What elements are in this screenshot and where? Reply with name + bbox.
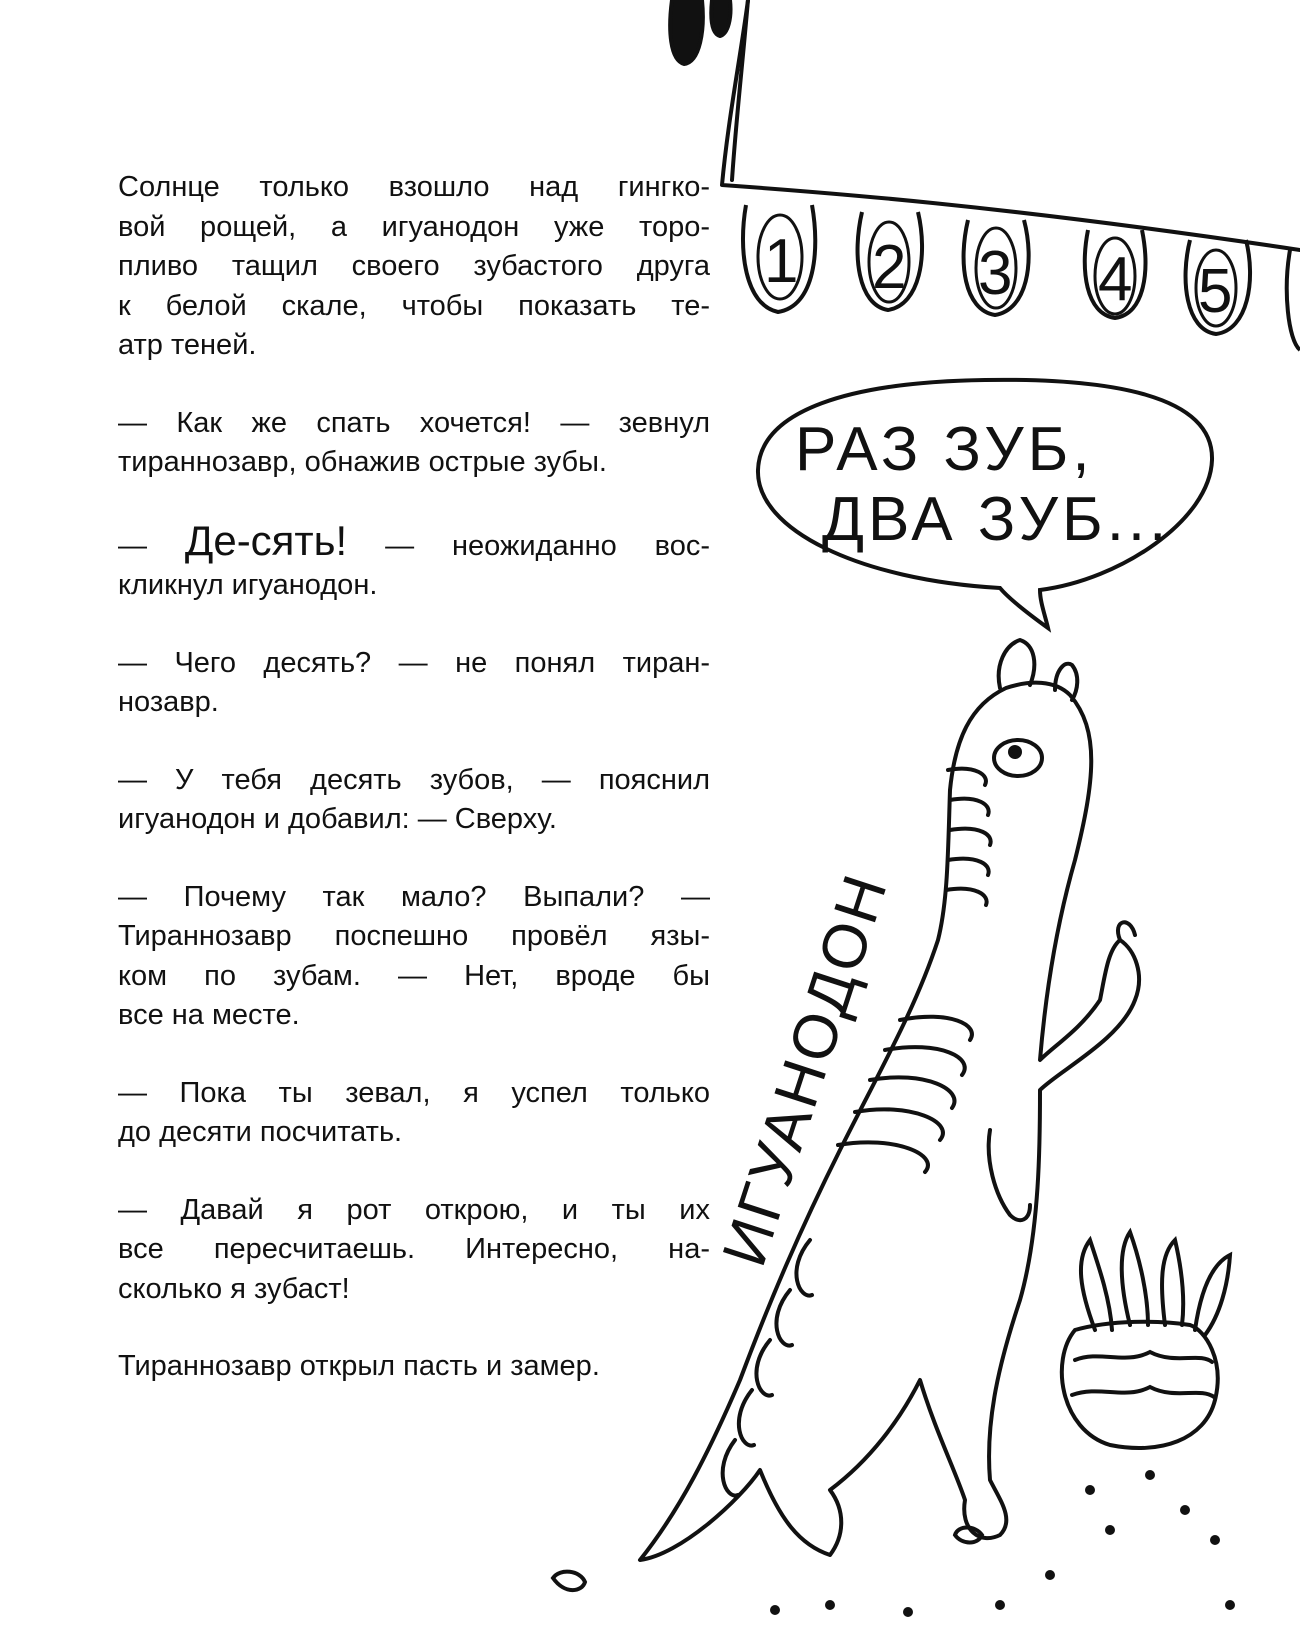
text-line: игуанодон и добавил: — Сверху. [118,803,557,835]
tooth-number-3: 3 [978,239,1013,308]
text-line-with-big-word: — Де-сять! — неожиданно вос- [118,516,710,564]
tooth-number-4: 4 [1098,245,1133,314]
paragraph-8 [118,1191,710,1310]
story-text [118,168,710,1425]
ground-dot [1147,1472,1153,1478]
text-line: тираннозавр, обнажив острые зубы. [118,446,607,478]
nostril-right [711,0,730,36]
text-after-big-word: — неожиданно вос- [385,529,710,562]
tooth-number-5: 5 [1198,257,1233,326]
neck-stripes [946,769,991,905]
tooth-number-1: 1 [764,227,799,296]
text-line: нозавр. [118,686,219,718]
text-line: пливо тащил своего зубастого друга [118,250,710,282]
text-line: — Пока ты зевал, я успел только [118,1076,710,1109]
text-line: до десяти посчитать. [118,1116,403,1148]
paragraph-7 [118,1074,710,1153]
plant-pot [1062,1322,1218,1448]
text-line: — Чего десять? — не понял тиран- [118,646,710,679]
iguanodon-label: ИГУАНОДОН [709,864,902,1275]
plant-leaves [1081,1232,1230,1335]
text-line: Солнце только взошло над гингко- [118,171,710,203]
text-line: к белой скале, чтобы показать те- [118,289,710,322]
tooth-6 [1287,250,1300,350]
ground-dot [1227,1602,1233,1608]
bubble-line-2: ДВА ЗУБ... [822,485,1171,554]
tail-stripes [723,1240,812,1496]
iguanodon-horn-right [1055,664,1077,700]
text-line: сколько я зубаст! [118,1272,350,1305]
bubble-line-1: РАЗ ЗУБ, [795,415,1094,484]
plant-pot-stripes [1072,1352,1214,1397]
text-line: все пересчитаешь. Интересно, на- [118,1233,710,1265]
text-line: — У тебя десять зубов, — пояснил [118,763,710,796]
ground-dot [1047,1572,1053,1578]
ground-dot [997,1602,1003,1608]
back-stripes [838,1017,972,1172]
ground-dot [1182,1507,1188,1513]
ground-dot [1087,1487,1093,1493]
iguanodon-outline [640,683,1139,1560]
text-line: ком по зубам. — Нет, вроде бы [118,959,710,992]
iguanodon-pupil [1010,747,1020,757]
paragraph-3 [118,516,710,606]
ground-dot [1107,1527,1113,1533]
text-line: Тираннозавр открыл пасть и замер. [118,1350,600,1382]
paragraph-5 [118,761,710,840]
paragraph-9 [118,1347,710,1387]
text-line: Тираннозавр поспешно провёл язы- [118,920,710,952]
upper-jaw-outline [722,0,1300,250]
text-line: — Как же спать хочется! — зевнул [118,406,710,439]
ground-dot [827,1602,833,1608]
paragraph-6 [118,878,710,1036]
paragraph-2 [118,404,710,483]
tooth-number-2: 2 [872,233,907,302]
ground-dot [772,1607,778,1613]
pebble-left [553,1572,585,1591]
text-line: — Давай я рот открою, и ты их [118,1193,710,1226]
paragraph-4 [118,644,710,723]
iguanodon-thumb [1118,922,1135,940]
paragraph-1 [118,168,710,366]
big-word: Де-сять! [184,516,348,564]
ground-dot [905,1609,911,1615]
text-line: кликнул игуанодон. [118,569,378,601]
text-line: атр теней. [118,329,257,361]
nostril-left [670,0,703,64]
iguanodon-horn-left [999,640,1035,688]
text-line: вой рощей, а игуанодон уже торо- [118,210,710,243]
text-line: все на месте. [118,999,300,1031]
iguanodon-arm [989,1130,1030,1220]
ground-dot [1212,1537,1218,1543]
text-line: — Почему так мало? Выпали? — [118,880,710,913]
